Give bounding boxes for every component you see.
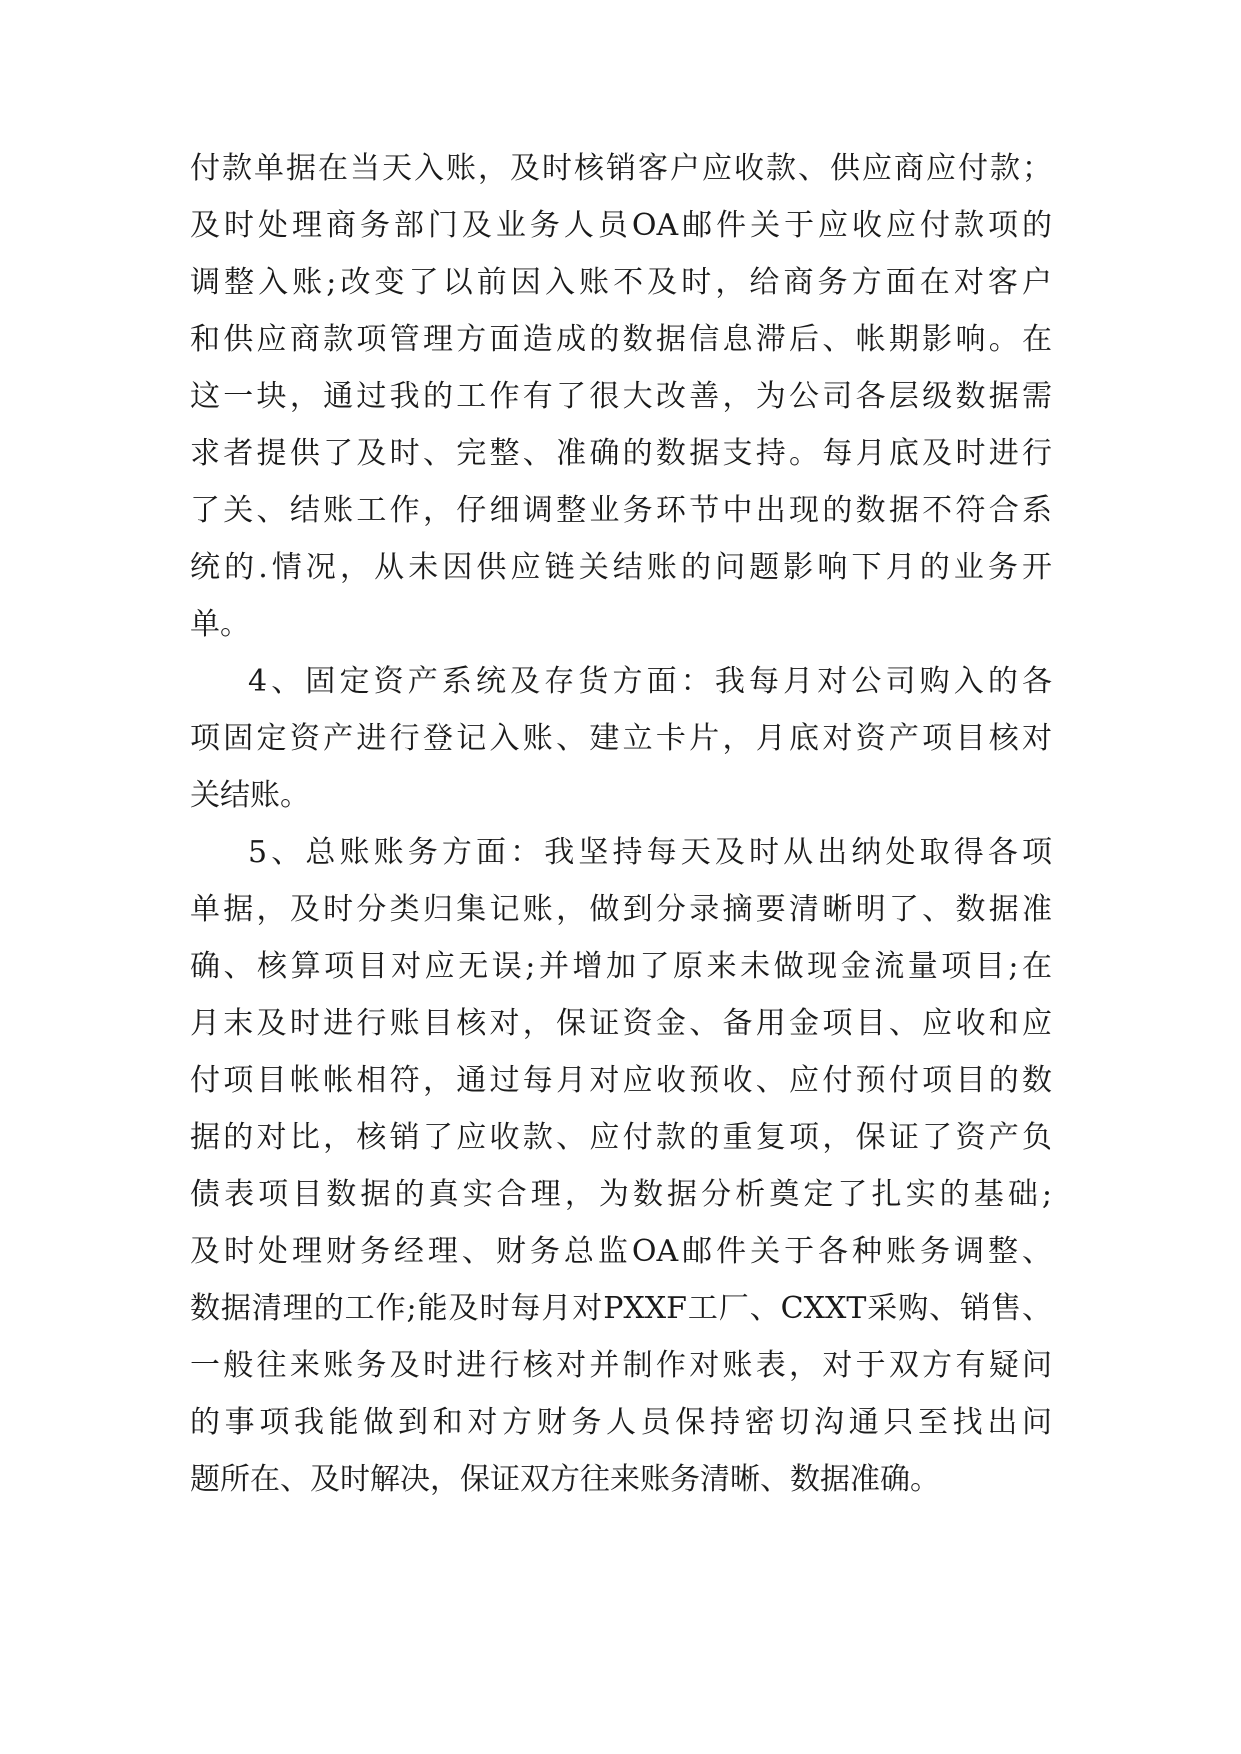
- paragraph-fixed-assets: [190, 653, 1052, 824]
- text-line: 据的对比，核销了应收款、应付款的重复项，保证了资产负: [190, 1120, 1052, 1155]
- text-line: 统的.情况，从未因供应链关结账的问题影响下月的业务开: [190, 550, 1052, 585]
- text-line: 关结账。: [190, 778, 310, 813]
- text-line: 求者提供了及时、完整、准确的数据支持。每月底及时进行: [190, 436, 1052, 471]
- text-line: 确、核算项目对应无误;并增加了原来未做现金流量项目;在: [190, 949, 1052, 984]
- text-line: 付项目帐帐相符，通过每月对应收预收、应付预付项目的数: [190, 1063, 1052, 1098]
- paragraph-general-ledger: [190, 824, 1052, 1508]
- text-line: 调整入账;改变了以前因入账不及时，给商务方面在对客户: [190, 265, 1052, 300]
- text-line: 的事项我能做到和对方财务人员保持密切沟通只至找出问: [190, 1405, 1052, 1440]
- text-line: 单。: [190, 607, 250, 642]
- text-line: 和供应商款项管理方面造成的数据信息滞后、帐期影响。在: [190, 322, 1052, 357]
- document-body: [190, 140, 1052, 1508]
- text-line: 债表项目数据的真实合理，为数据分析奠定了扎实的基础;: [190, 1177, 1052, 1212]
- text-line: 及时处理财务经理、财务总监OA邮件关于各种账务调整、: [190, 1234, 1052, 1269]
- text-line: 一般往来账务及时进行核对并制作对账表，对于双方有疑问: [190, 1348, 1052, 1383]
- text-line: 单据，及时分类归集记账，做到分录摘要清晰明了、数据准: [190, 892, 1052, 927]
- text-line: 了关、结账工作，仔细调整业务环节中出现的数据不符合系: [190, 493, 1052, 528]
- paragraph-accounts-receivable: [190, 140, 1052, 653]
- text-line: 这一块，通过我的工作有了很大改善，为公司各层级数据需: [190, 379, 1052, 414]
- text-line: 项固定资产进行登记入账、建立卡片，月底对资产项目核对: [190, 721, 1052, 756]
- text-line: 月末及时进行账目核对，保证资金、备用金项目、应收和应: [190, 1006, 1052, 1041]
- text-line: 4、固定资产系统及存货方面：我每月对公司购入的各: [248, 664, 1052, 699]
- text-line: 5、总账账务方面：我坚持每天及时从出纳处取得各项: [248, 835, 1052, 870]
- text-line: 数据清理的工作;能及时每月对PXXF工厂、CXXT采购、销售、: [190, 1291, 1052, 1326]
- text-line: 题所在、及时解决，保证双方往来账务清晰、数据准确。: [190, 1462, 940, 1497]
- text-line: 及时处理商务部门及业务人员OA邮件关于应收应付款项的: [190, 208, 1052, 243]
- text-line: 付款单据在当天入账，及时核销客户应收款、供应商应付款；: [190, 151, 1052, 186]
